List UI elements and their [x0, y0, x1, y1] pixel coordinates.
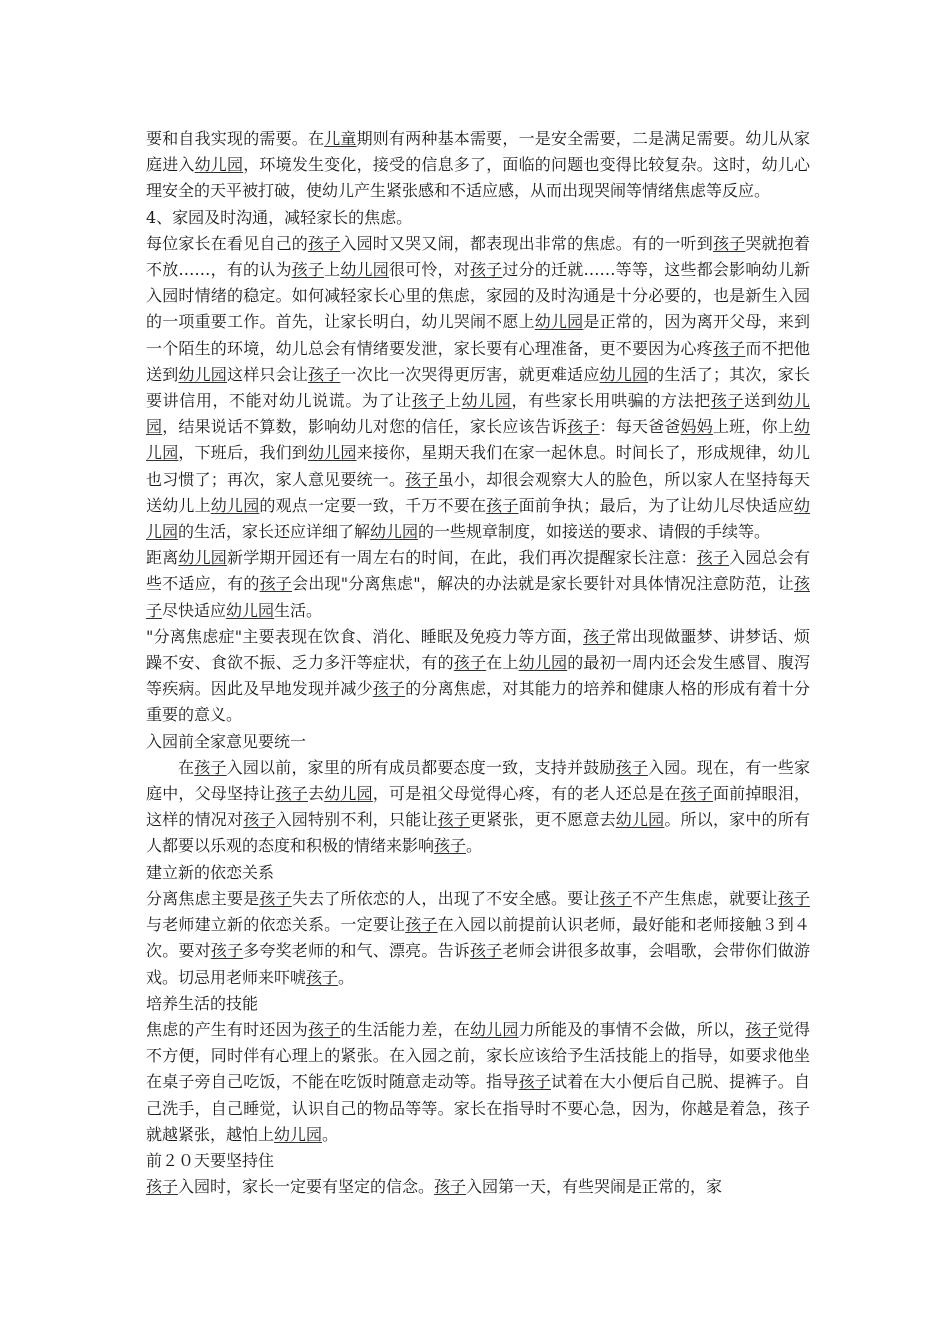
link-幼儿园[interactable]: 幼儿园 [615, 810, 665, 830]
paragraph-p8: 建立新的依恋关系 [146, 862, 275, 882]
link-幼儿园[interactable]: 幼儿园 [178, 548, 228, 568]
link-幼儿园[interactable]: 幼儿园 [226, 600, 275, 620]
document-body [146, 126, 810, 1200]
paragraph-p11: 焦虑的产生有时还因为孩子的生活能力差，在幼儿园力所能及的事情不会做，所以，孩子觉得不方便，同时伴有心理上的紧张。在入园之前，家长应该给予生活技能上的指导，如要求他坐在桌子旁自己吃饭，不能在吃饭时随意走动等。指导孩子试着在大小便后自己脱、提裤子。自己洗手，自己睡觉，认识自己的物品等等。家长在指导时不要心急，因为，你越是着急，孩子就越紧张，越怕上幼儿园。 [146, 1019, 810, 1144]
link-孩子[interactable]: 孩子 [712, 338, 746, 358]
link-孩子[interactable]: 孩子 [210, 941, 244, 961]
link-妈妈[interactable]: 妈妈 [680, 417, 713, 437]
paragraph-p10: 培养生活的技能 [146, 993, 259, 1013]
link-孩子[interactable]: 孩子 [275, 784, 308, 804]
link-幼儿园[interactable]: 幼儿园 [146, 417, 810, 463]
link-孩子[interactable]: 孩子 [469, 941, 503, 961]
paragraph-p1: 要和自我实现的需要。在儿童期则有两种基本需要，一是安全需要，二是满足需要。幼儿从家庭进入幼儿园，环境发生变化，接受的信息多了，面临的问题也变得比较复杂。这时，幼儿心理安全的天平被打破，使幼儿产生紧张感和不适应感，从而出现哭闹等情绪焦虑等反应。 [146, 129, 810, 201]
link-幼儿园[interactable]: 幼儿园 [518, 653, 568, 673]
link-孩子[interactable]: 孩子 [194, 757, 227, 777]
link-孩子[interactable]: 孩子 [307, 233, 341, 253]
link-幼儿园[interactable]: 幼儿园 [178, 364, 227, 384]
link-幼儿园[interactable]: 幼儿园 [146, 391, 810, 437]
link-孩子[interactable]: 孩子 [372, 679, 406, 699]
paragraph-p7: 在孩子入园以前，家里的所有成员都要态度一致，支持并鼓励孩子入园。现在，有一些家庭中，父母坚持让孩子去幼儿园，可是祖父母觉得心疼，有的老人还总是在孩子面前掉眼泪，这样的情况对孩子入园特别不利，只能让孩子更紧张，更不愿意去幼儿园。所以，家中的所有人都要以乐观的态度和积极的情绪来影响孩子。 [146, 757, 810, 856]
link-幼儿园[interactable]: 幼儿园 [370, 522, 419, 542]
link-孩子[interactable]: 孩子 [710, 391, 745, 411]
link-幼儿园[interactable]: 幼儿园 [324, 784, 373, 804]
link-孩子[interactable]: 孩子 [453, 653, 487, 673]
paragraph-p13: 孩子入园时，家长一定要有坚定的信念。孩子入园第一天，有些哭闹是正常的，家 [146, 1177, 723, 1197]
link-幼儿园[interactable]: 幼儿园 [599, 364, 649, 384]
link-孩子[interactable]: 孩子 [486, 495, 519, 515]
paragraph-p12: 前２０天要坚持住 [146, 1150, 275, 1170]
link-儿童[interactable]: 儿童 [324, 129, 357, 148]
link-幼儿园[interactable]: 幼儿园 [469, 1019, 519, 1039]
link-孩子[interactable]: 孩子 [146, 1177, 179, 1197]
link-孩子[interactable]: 孩子 [405, 915, 438, 935]
link-孩子[interactable]: 孩子 [437, 810, 470, 830]
link-孩子[interactable]: 孩子 [291, 260, 325, 280]
paragraph-p6: 入园前全家意见要统一 [146, 731, 307, 751]
link-孩子[interactable]: 孩子 [411, 391, 446, 411]
link-孩子[interactable]: 孩子 [583, 626, 616, 646]
link-孩子[interactable]: 孩子 [712, 233, 746, 253]
link-孩子[interactable]: 孩子 [434, 1177, 467, 1197]
link-孩子[interactable]: 孩子 [259, 888, 292, 908]
link-孩子[interactable]: 孩子 [243, 810, 276, 830]
paragraph-p9: 分离焦虑主要是孩子失去了所依恋的人，出现了不安全感。要让孩子不产生焦虑，就要让孩子与老师建立新的依恋关系。一定要让孩子在入园以前提前认识老师，最好能和老师接触３到４次。要对孩子多夸奖老师的和气、漂亮。告诉孩子老师会讲很多故事，会唱歌，会带你们做游戏。切忌用老师来吓唬孩子。 [146, 888, 810, 987]
link-孩子[interactable]: 孩子 [567, 417, 600, 437]
link-孩子[interactable]: 孩子 [306, 967, 339, 987]
link-孩子[interactable]: 孩子 [469, 260, 503, 280]
link-幼儿园[interactable]: 幼儿园 [274, 1124, 323, 1144]
link-幼儿园[interactable]: 幼儿园 [194, 155, 244, 175]
paragraph-p3: 每位家长在看见自己的孩子入园时又哭又闹，都表现出非常的焦虑。有的一听到孩子哭就抱着不放……，有的认为孩子上幼儿园很可怜，对孩子过分的迁就……等等，这些都会影响幼儿新入园时情绪的稳定。如何减轻家长心里的焦虑，家园的及时沟通是十分必要的，也是新生入园的一项重要工作。首先，让家长明白，幼儿哭闹不愿上幼儿园是正常的，因为离开父母，来到一个陌生的环境，幼儿总会有情绪要发泄，家长要有心理准备，更不要因为心疼孩子而不把他送到幼儿园这样只会让孩子一次比一次哭得更厉害，就更难适应幼儿园的生活了；其次，家长要讲信用，不能对幼儿说谎。为了让孩子上幼儿园，有些家长用哄骗的方法把孩子送到幼儿园，结果说话不算数，影响幼儿对您的信任，家长应该告诉孩子：每天爸爸妈妈上班，你上幼儿园，下班后，我们到幼儿园来接你，星期天我们在家一起休息。时间长了，形成规律，幼儿也习惯了；再次，家人意见要统一。孩子虽小，却很会观察大人的脸色，所以家人在坚持每天送幼儿上幼儿园的观点一定要一致，千万不要在孩子面前争执；最后，为了让幼儿尽快适应幼儿园的生活，家长还应详细了解幼儿园的一些规章制度，如接送的要求、请假的手续等。 [146, 233, 810, 542]
link-幼儿园[interactable]: 幼儿园 [461, 391, 512, 411]
link-孩子[interactable]: 孩子 [777, 888, 810, 908]
link-孩子[interactable]: 孩子 [259, 574, 293, 594]
link-孩子[interactable]: 孩子 [518, 1072, 551, 1092]
link-孩子[interactable]: 孩子 [745, 1019, 778, 1039]
link-幼儿园[interactable]: 幼儿园 [210, 495, 260, 515]
paragraph-p4: 距离幼儿园新学期开园还有一周左右的时间，在此，我们再次提醒家长注意：孩子入园总会有些不适应，有的孩子会出现"分离焦虑"，解决的办法就是家长要针对具体情况注意防范，让孩子尽快适应幼儿园生活。 [146, 548, 810, 620]
link-孩子[interactable]: 孩子 [308, 364, 341, 384]
link-孩子[interactable]: 孩子 [434, 836, 467, 856]
link-孩子[interactable]: 孩子 [696, 548, 730, 568]
paragraph-p5: "分离焦虑症"主要表现在饮食、消化、睡眠及免疫力等方面，孩子常出现做噩梦、讲梦话、烦躁不安、食欲不振、乏力多汗等症状，有的孩子在上幼儿园的最初一周内还会发生感冒、腹泻等疾病。因此及早地发现并减少孩子的分离焦虑，对其能力的培养和健康人格的形成有着十分重要的意义。 [146, 626, 810, 725]
link-孩子[interactable]: 孩子 [615, 757, 649, 777]
paragraph-p2: 4、家园及时沟通，减轻家长的焦虑。 [146, 207, 413, 227]
link-幼儿园[interactable]: 幼儿园 [308, 443, 357, 463]
link-孩子[interactable]: 孩子 [307, 1019, 341, 1039]
link-幼儿园[interactable]: 幼儿园 [340, 260, 389, 280]
link-幼儿园[interactable]: 幼儿园 [146, 495, 810, 542]
link-孩子[interactable]: 孩子 [405, 469, 438, 489]
link-幼儿园[interactable]: 幼儿园 [534, 312, 584, 332]
link-孩子[interactable]: 孩子 [599, 888, 632, 908]
link-孩子[interactable]: 孩子 [680, 784, 713, 804]
link-孩子[interactable]: 孩子 [146, 574, 810, 620]
